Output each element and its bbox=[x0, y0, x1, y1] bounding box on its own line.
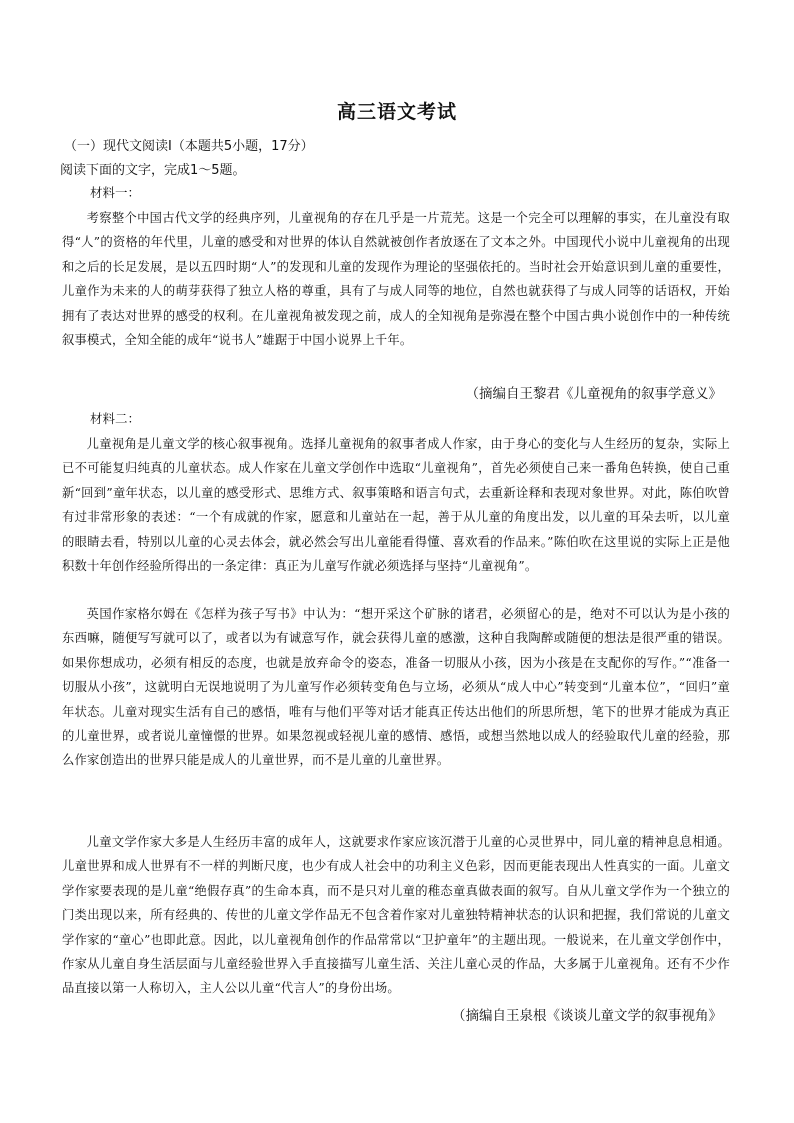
material-2-source: （摘编自王泉根《谈谈儿童文学的叙事视角》 bbox=[452, 1008, 722, 1024]
material-2-paragraph-1: 儿童视角是儿童文学的核心叙事视角。选择儿童视角的叙事者成人作家，由于身心的变化与人生经历的复杂，实际上已不可能复归纯真的儿童状态。成人作家在儿童文学创作中选取“儿童视角”，首先必须使自己来一番角色转换，使自己重新“回到”童年状态，以儿童的感受形式、思维方式、叙事策略和语言句式，去重新诠释和表现对象世界。对此，陈伯吹曾有过非常形象的表述：“一个有成就的作家，愿意和儿童站在一起，善于从儿童的角度出发，以儿童的耳朵去听，以儿童的眼睛去看，特别以儿童的心灵去体会，就必然会写出儿童能看得懂、喜欢看的作品来。”陈伯吹在这里说的实际上正是他积数十年创作经验所得出的一条定律：真正为儿童写作就必须选择与坚持“儿童视角”。 bbox=[62, 437, 730, 574]
section-heading: （一）现代文阅读Ⅰ（本题共5小题，17分） bbox=[64, 139, 314, 154]
material-2-label: 材料二： bbox=[90, 411, 141, 426]
reading-instruction: 阅读下面的文字，完成1～5题。 bbox=[60, 163, 246, 178]
material-1-paragraph: 考察整个中国古代文学的经典序列，儿童视角的存在几乎是一片荒芜。这是一个完全可以理解的事实，在儿童没有取得“人”的资格的年代里，儿童的感受和对世界的体认自然就被创作者放逐在了文本之外。中国现代小说中儿童视角的出现和之后的长足发展，是以五四时期“人”的发现和儿童的发现作为理论的坚强依托的。当时社会开始意识到儿童的重要性，儿童作为未来的人的萌芽获得了独立人格的尊重，具有了与成人同等的地位，自然也就获得了与成人同等的话语权，开始拥有了表达对世界的感受的权利。在儿童视角被发现之前，成人的全知视角是弥漫在整个中国古典小说创作中的一种传统叙事模式，全知全能的成年“说书人”雄踞于中国小说界上千年。 bbox=[62, 211, 730, 348]
material-1-source: （摘编自王黎君《儿童视角的叙事学意义》 bbox=[465, 386, 722, 402]
material-2-paragraph-2: 英国作家格尔姆在《怎样为孩子写书》中认为：“想开采这个矿脉的诸君，必须留心的是，绝对不可以认为是小孩的东西嘛，随便写写就可以了，或者以为有诚意写作，就会获得儿童的感激，这种自我陶醉或随便的想法是很严重的错误。如果你想成功，必须有相反的态度，也就是放弃命令的姿态，准备一切服从小孩，因为小孩是在支配你的写作。”“准备一切服从小孩”，这就明白无误地说明了为儿童写作必须转变角色与立场，必须从“成人中心”转变到“儿童本位”，“回归”童年状态。儿童对现实生活有自己的感悟，唯有与他们平等对话才能真正传达出他们的所思所想，笔下的世界才能成为真正的儿童世界，或者说儿童憧憬的世界。如果忽视或轻视儿童的感情、感悟，或想当然地以成人的经验取代儿童的经验，那么作家创造出的世界只能是成人的儿童世界，而不是儿童的儿童世界。 bbox=[62, 607, 730, 768]
material-1-label: 材料一： bbox=[90, 185, 141, 200]
page-title: 高三语文考试 bbox=[336, 101, 457, 123]
material-2-paragraph-3: 儿童文学作家大多是人生经历丰富的成年人，这就要求作家应该沉潜于儿童的心灵世界中，同儿童的精神息息相通。儿童世界和成人世界有不一样的判断尺度，也少有成人社会中的功利主义色彩，因而更能表现出人性真实的一面。儿童文学作家要表现的是儿童“绝假存真”的生命本真，而不是只对儿童的稚态童真做表面的叙写。自从儿童文学作为一个独立的门类出现以来，所有经典的、传世的儿童文学作品无不包含着作家对儿童独特精神状态的认识和把握，我们常说的儿童文学作家的“童心”也即此意。因此，以儿童视角创作的作品常常以“卫护童年”的主题出现。一般说来，在儿童文学创作中，作家从儿童自身生活层面与儿童经验世界入手直接描写儿童生活、关注儿童心灵的作品，大多属于儿童视角。还有不少作品直接以第一人称切入，主人公以儿童“代言人”的身份出场。 bbox=[62, 835, 730, 996]
